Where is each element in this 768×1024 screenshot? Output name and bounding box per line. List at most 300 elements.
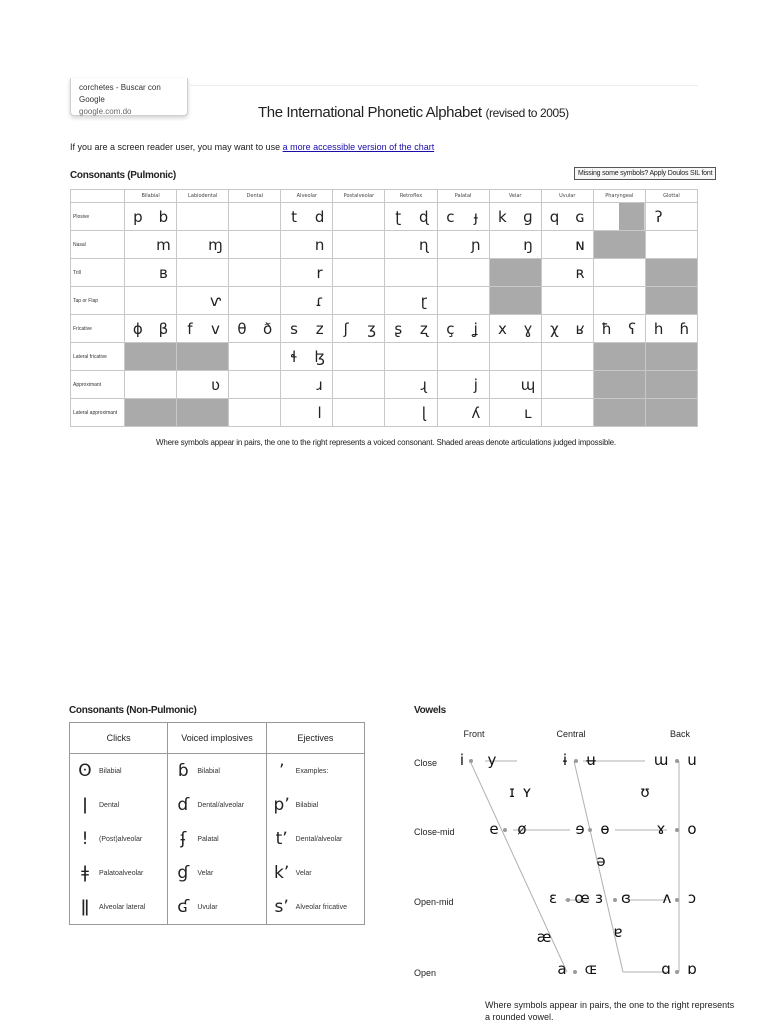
vowel-height-label: Open: [414, 968, 437, 978]
consonant-cell: [281, 371, 333, 399]
consonant-cell: [541, 259, 593, 287]
vowel-height-label: Close-mid: [414, 827, 455, 837]
pulmonic-row: [71, 287, 698, 315]
np-label: Bilabial: [99, 767, 122, 775]
voiceless-symbol: [385, 343, 411, 370]
voiced-symbol: r: [316, 263, 323, 282]
voiceless-symbol: [281, 259, 307, 286]
voiced-symbol: [619, 287, 645, 314]
voiceless-symbol: ʂ: [394, 319, 403, 338]
consonant-cell: [645, 287, 697, 315]
voiced-symbol: [359, 371, 385, 398]
voiceless-symbol: [646, 231, 672, 258]
pulmonic-row: [71, 371, 698, 399]
voiced-symbol: ɲ: [471, 235, 481, 254]
voiced-symbol: ɽ: [420, 291, 427, 310]
vowel-symbol: a: [557, 960, 567, 978]
voiceless-symbol: [438, 259, 464, 286]
vowel-dot: [503, 828, 507, 832]
np-cell: [70, 754, 168, 789]
voiced-symbol: [567, 399, 593, 426]
voiced-symbol: ɟ: [473, 207, 478, 226]
voiced-symbol: [151, 371, 177, 398]
voiced-symbol: ŋ: [523, 235, 533, 254]
voiceless-symbol: [385, 399, 411, 426]
voiceless-symbol: [177, 371, 203, 398]
voiced-symbol: [515, 343, 541, 370]
consonant-cell: [385, 399, 437, 427]
voiced-symbol: ɦ: [679, 319, 689, 338]
vowel-symbol: ɤ: [656, 820, 666, 838]
top-divider: [190, 85, 698, 86]
consonant-cell: [125, 371, 177, 399]
voiced-symbol: ʒ: [367, 319, 377, 338]
voiced-symbol: [359, 259, 385, 286]
np-cell: [70, 856, 168, 890]
vowel-dot: [588, 828, 592, 832]
voiced-symbol: [255, 259, 281, 286]
voiceless-symbol: ħ: [601, 319, 612, 338]
consonant-cell: [645, 231, 697, 259]
pulmonic-body: [71, 203, 698, 427]
pulmonic-title: Consonants (Pulmonic): [70, 170, 176, 181]
vowel-symbol: ʏ: [522, 783, 532, 801]
voiceless-symbol: [229, 203, 255, 230]
voiceless-symbol: p: [133, 207, 143, 226]
voiced-symbol: ɖ: [419, 207, 429, 226]
voiceless-symbol: [333, 259, 359, 286]
voiced-symbol: ɰ: [520, 375, 536, 394]
voiced-symbol: [255, 203, 281, 230]
pulmonic-consonants-table: [70, 189, 698, 427]
voiceless-symbol: t: [291, 207, 298, 226]
page-title-suffix: (revised to 2005): [485, 106, 569, 120]
voiced-symbol: [411, 343, 437, 370]
consonant-cell: [437, 343, 489, 371]
consonant-cell: [177, 203, 229, 231]
np-cell: [168, 822, 266, 856]
column-header-dental: Dental: [229, 190, 281, 203]
pulmonic-row: [71, 343, 698, 371]
voiced-symbol: v: [211, 319, 220, 338]
consonant-cell: [385, 259, 437, 287]
voiced-symbol: β: [158, 319, 169, 338]
voiced-symbol: ʐ: [419, 319, 428, 338]
consonant-cell: [333, 343, 385, 371]
vowel-symbol: ə: [596, 852, 606, 870]
voiced-symbol: ɱ: [208, 235, 223, 254]
np-symbol: sʼ: [274, 897, 289, 917]
np-cell: [266, 890, 364, 925]
voiceless-symbol: [490, 371, 516, 398]
voiced-symbol: [359, 343, 385, 370]
consonant-cell: [593, 203, 645, 231]
pulmonic-row: [71, 399, 698, 427]
consonant-cell: [437, 315, 489, 343]
voiceless-symbol: q: [549, 207, 560, 226]
np-label: Uvular: [197, 903, 218, 911]
voiceless-symbol: [438, 343, 464, 370]
consonant-cell: [541, 399, 593, 427]
consonant-cell: [541, 287, 593, 315]
consonant-cell: [229, 287, 281, 315]
voiceless-symbol: [490, 399, 516, 426]
consonant-cell: [593, 315, 645, 343]
np-label: Examples:: [295, 767, 329, 775]
voiceless-symbol: [490, 343, 516, 370]
vowel-dot: [469, 759, 473, 763]
np-header-clicks: Clicks: [70, 723, 168, 754]
np-row: [70, 822, 365, 856]
vowel-symbol: u: [687, 751, 697, 769]
voiceless-symbol: [385, 371, 411, 398]
voiced-symbol: ɴ: [575, 235, 585, 254]
voiced-symbol: [203, 259, 229, 286]
vowel-column-label: Central: [556, 729, 586, 739]
np-row: [70, 856, 365, 890]
np-symbol: ʼ: [278, 761, 285, 781]
voiceless-symbol: h: [653, 319, 664, 338]
accessible-version-link[interactable]: a more accessible version of the chart: [282, 142, 435, 152]
voiceless-symbol: [438, 231, 464, 258]
consonant-cell: [177, 371, 229, 399]
voiced-symbol: ɡ: [523, 207, 533, 226]
column-header-glottal: Glottal: [645, 190, 697, 203]
voiceless-symbol: k: [498, 207, 507, 226]
vowel-symbol: ɶ: [584, 960, 598, 978]
pulmonic-row: [71, 203, 698, 231]
voiceless-symbol: [490, 231, 516, 258]
voiceless-symbol: [333, 371, 359, 398]
vowel-symbol: ɘ: [575, 820, 585, 838]
consonant-cell: [645, 315, 697, 343]
vowel-dot: [675, 970, 679, 974]
consonant-cell: [437, 287, 489, 315]
voiceless-symbol: [594, 287, 620, 314]
consonant-cell: [489, 343, 541, 371]
voiced-symbol: ɢ: [575, 207, 585, 226]
column-header-retroflex: Retroflex: [385, 190, 437, 203]
consonant-cell: [489, 231, 541, 259]
vowel-symbol: ɛ: [548, 889, 558, 907]
pulmonic-row: [71, 259, 698, 287]
np-label: Bilabial: [197, 767, 220, 775]
vowel-symbol: i: [459, 751, 465, 769]
voiceless-symbol: [229, 287, 255, 314]
pulmonic-row: [71, 231, 698, 259]
voiced-symbol: [359, 203, 385, 230]
row-label: Trill: [71, 259, 125, 287]
consonant-cell: [177, 259, 229, 287]
row-label: Approximant: [71, 371, 125, 399]
voiceless-symbol: [542, 343, 568, 370]
vowel-symbol: ɑ: [661, 960, 671, 978]
voiceless-symbol: [125, 259, 151, 286]
consonant-cell: [385, 231, 437, 259]
vowel-symbol: ɔ: [687, 889, 697, 907]
np-symbol: ǁ: [80, 897, 90, 917]
consonant-cell: [229, 371, 281, 399]
voiceless-symbol: [281, 399, 307, 426]
voiced-symbol: [203, 203, 229, 230]
pulmonic-row: [71, 315, 698, 343]
np-row: [70, 788, 365, 822]
voiced-symbol: [255, 371, 281, 398]
voiced-symbol: [255, 231, 281, 258]
np-cell: [168, 788, 266, 822]
np-symbol: kʼ: [274, 863, 290, 883]
voiceless-symbol: [125, 231, 151, 258]
consonant-cell: [437, 203, 489, 231]
column-header-uvular: Uvular: [541, 190, 593, 203]
vowel-symbol: ɐ: [613, 923, 623, 941]
voiced-symbol: ɹ: [316, 375, 323, 394]
consonant-cell: [593, 343, 645, 371]
consonant-cell: [229, 315, 281, 343]
consonant-cell: [177, 315, 229, 343]
vowel-height-label: Open-mid: [414, 897, 454, 907]
vowel-dot: [675, 898, 679, 902]
np-cell: [266, 822, 364, 856]
np-symbol: ǀ: [82, 795, 88, 815]
voiceless-symbol: ʃ: [343, 319, 349, 338]
voiced-symbol: ɾ: [315, 291, 324, 310]
vowel-symbol: ɒ: [687, 960, 697, 978]
voiced-symbol: ɳ: [418, 235, 429, 254]
voiceless-symbol: [229, 231, 255, 258]
voiceless-symbol: [229, 259, 255, 286]
consonant-cell: [541, 343, 593, 371]
consonant-cell: [593, 287, 645, 315]
consonant-cell: [541, 315, 593, 343]
vowel-symbol: ø: [517, 820, 527, 838]
consonant-cell: [229, 203, 281, 231]
consonant-cell: [333, 315, 385, 343]
consonant-cell: [281, 315, 333, 343]
vowel-symbol: y: [487, 751, 497, 769]
vowel-symbol: ɞ: [621, 889, 631, 907]
voiced-symbol: [359, 399, 385, 426]
intro-sentence: If you are a screen reader user, you may want to use: [70, 142, 283, 152]
voiced-symbol: [151, 287, 177, 314]
vowel-height-label: Close: [414, 758, 438, 768]
voiced-symbol: ɭ: [421, 403, 426, 422]
np-header-voiced-implosives: Voiced implosives: [168, 723, 266, 754]
np-row: [70, 754, 365, 789]
np-label: Dental: [99, 801, 120, 809]
page-title: [258, 104, 569, 121]
consonant-cell: [281, 203, 333, 231]
consonant-cell: [385, 203, 437, 231]
voiced-symbol: [567, 287, 593, 314]
voiceless-symbol: [438, 371, 464, 398]
voiceless-symbol: [333, 203, 359, 230]
consonant-cell: [385, 371, 437, 399]
vowel-symbol: ʊ: [640, 783, 650, 801]
voiced-symbol: l: [317, 403, 322, 422]
vowel-symbol: ɪ: [509, 783, 515, 801]
voiced-symbol: [671, 203, 697, 230]
consonant-cell: [489, 399, 541, 427]
consonant-cell: [489, 203, 541, 231]
np-label: (Post)alveolar: [99, 835, 143, 843]
missing-symbols-button[interactable]: Missing some symbols? Apply Doulos SIL font: [574, 167, 716, 180]
tooltip-url: google.com.do: [79, 107, 132, 116]
voiced-symbol: ʋ: [210, 375, 220, 394]
consonant-cell: [125, 315, 177, 343]
consonant-cell: [593, 231, 645, 259]
consonant-cell: [333, 399, 385, 427]
consonant-cell: [125, 287, 177, 315]
vowel-symbol: e: [489, 820, 499, 838]
np-symbol: pʼ: [273, 795, 290, 815]
vowel-symbol: ɜ: [595, 889, 603, 907]
consonant-cell: [385, 315, 437, 343]
consonant-cell: [541, 231, 593, 259]
voiceless-symbol: [542, 399, 568, 426]
vowel-chart-labels: [414, 729, 735, 1022]
consonant-cell: [281, 259, 333, 287]
np-label: Dental/alveolar: [295, 835, 343, 843]
vowel-caption-line: a rounded vowel.: [485, 1012, 554, 1022]
consonant-cell: [281, 287, 333, 315]
np-symbol: ɠ: [177, 863, 190, 883]
vowel-symbol: æ: [536, 928, 552, 946]
consonant-cell: [333, 287, 385, 315]
np-label: Alveolar fricative: [295, 903, 348, 911]
np-symbol: !: [81, 829, 89, 849]
row-label: Lateral fricative: [71, 343, 125, 371]
voiceless-symbol: ʔ: [654, 207, 663, 226]
tooltip-title: corchetes - Buscar con Google: [79, 83, 161, 104]
vowel-dot: [675, 828, 679, 832]
consonant-cell: [489, 315, 541, 343]
voiceless-symbol: [438, 399, 464, 426]
voiced-symbol: [255, 287, 281, 314]
np-cell: [168, 754, 266, 789]
voiced-symbol: [255, 399, 281, 426]
voiceless-symbol: [229, 399, 255, 426]
consonant-cell: [229, 259, 281, 287]
voiceless-symbol: [438, 287, 464, 314]
corner-cell: [71, 190, 125, 203]
voiceless-symbol: ç: [446, 319, 455, 338]
voiced-symbol: [671, 231, 697, 258]
column-header-postalveolar: Postalveolar: [333, 190, 385, 203]
np-label: Palatal: [197, 835, 219, 843]
consonant-cell: [229, 343, 281, 371]
np-cell: [168, 890, 266, 925]
np-symbol: ɓ: [177, 761, 189, 781]
voiceless-symbol: x: [497, 319, 507, 338]
vowel-caption-line: Where symbols appear in pairs, the one to the right represents: [485, 1000, 735, 1010]
voiced-symbol: ʕ: [628, 319, 636, 338]
consonant-cell: [177, 399, 229, 427]
consonant-cell: [593, 399, 645, 427]
voiced-symbol: [359, 231, 385, 258]
search-suggestion-tooltip[interactable]: [70, 78, 188, 116]
vowel-symbol: ʌ: [662, 889, 672, 907]
vowel-column-label: Back: [669, 729, 691, 739]
intro-text: [70, 142, 434, 152]
consonant-cell: [281, 399, 333, 427]
consonant-cell: [489, 287, 541, 315]
voiced-symbol: ʙ: [159, 263, 168, 282]
consonant-cell: [645, 343, 697, 371]
voiced-symbol: ʎ: [471, 403, 481, 422]
non-pulmonic-title: Consonants (Non-Pulmonic): [69, 705, 197, 716]
consonant-cell: [125, 399, 177, 427]
row-label: Fricative: [71, 315, 125, 343]
consonant-cell: [541, 371, 593, 399]
consonant-cell: [593, 371, 645, 399]
voiceless-symbol: f: [187, 319, 193, 338]
np-cell: [266, 856, 364, 890]
np-cell: [70, 788, 168, 822]
consonant-cell: [593, 259, 645, 287]
consonant-cell: [177, 343, 229, 371]
consonant-cell: [177, 231, 229, 259]
voiceless-symbol: [594, 259, 620, 286]
np-header-ejectives: Ejectives: [266, 723, 364, 754]
voiced-symbol: b: [158, 207, 169, 226]
voiced-symbol: [567, 343, 593, 370]
voiceless-symbol: [229, 343, 255, 370]
voiceless-symbol: [385, 259, 411, 286]
row-label: Nasal: [71, 231, 125, 259]
vowel-symbol: ɨ: [562, 751, 568, 769]
voiceless-symbol: χ: [550, 319, 559, 338]
voiceless-symbol: [177, 287, 203, 314]
voiced-symbol: [619, 259, 645, 286]
voiceless-symbol: [542, 259, 568, 286]
voiced-symbol: ʟ: [524, 403, 532, 422]
voiced-symbol: [463, 343, 489, 370]
consonant-cell: [177, 287, 229, 315]
voiceless-symbol: [125, 371, 151, 398]
consonant-cell: [645, 371, 697, 399]
voiceless-symbol: [177, 259, 203, 286]
vowels-title: Vowels: [414, 705, 446, 716]
consonant-cell: [489, 259, 541, 287]
column-header-velar: Velar: [489, 190, 541, 203]
vowel-chart-line: [470, 761, 567, 972]
voiceless-symbol: [333, 343, 359, 370]
voiceless-symbol: [333, 287, 359, 314]
vowel-symbol: ɯ: [653, 751, 669, 769]
row-label: Lateral approximant: [71, 399, 125, 427]
voiced-symbol: ɣ: [523, 319, 533, 338]
vowel-symbol: œ: [574, 889, 590, 907]
np-label: Dental/alveolar: [197, 801, 245, 809]
consonant-cell: [281, 343, 333, 371]
voiced-symbol: [463, 287, 489, 314]
voiced-symbol: [463, 259, 489, 286]
np-label: Velar: [197, 869, 214, 877]
voiceless-symbol: ʈ: [395, 207, 402, 226]
np-row: [70, 890, 365, 925]
vowel-symbol: ʉ: [586, 751, 596, 769]
voiceless-symbol: [542, 371, 568, 398]
consonant-cell: [333, 259, 385, 287]
np-symbol: tʼ: [275, 829, 288, 849]
column-header-pharyngeal: Pharyngeal: [593, 190, 645, 203]
np-label: Velar: [295, 869, 312, 877]
consonant-cell: [437, 231, 489, 259]
voiced-symbol: [359, 287, 385, 314]
voiced-symbol: [255, 343, 281, 370]
non-pulmonic-header-row: [70, 723, 365, 754]
